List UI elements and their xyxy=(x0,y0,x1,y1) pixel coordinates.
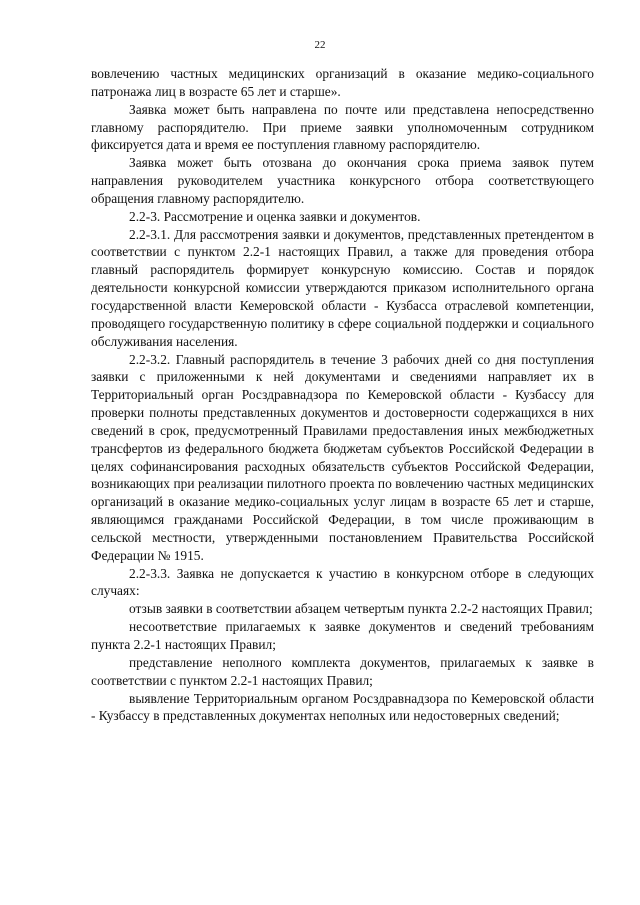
paragraph-submission-method: Заявка может быть направлена по почте или представлена непосредственно главному распорядителю. При приеме заявки уполномоченным сотрудником фиксируется дата и время ее поступления главному распорядителю. xyxy=(91,101,594,153)
paragraph-2-2-3-3: 2.2-3.3. Заявка не допускается к участию в конкурсном отборе в следующих случаях: xyxy=(91,565,594,599)
list-item-nonconformity: несоответствие прилагаемых к заявке документов и сведений требованиям пункта 2.2-1 настоящих Правил; xyxy=(91,619,594,652)
paragraph-2-2-3-1: 2.2-3.1. Для рассмотрения заявки и документов, представленных претендентом в соответствии с пунктом 2.2-1 настоящих Правил, а также для проведения отбора главный распорядитель формирует конкурсную комиссию. Состав и порядок деятельности конкурсной комиссии утверждаются приказом исполнительного органа государственной власти Кемеровской области - Кузбасса отраслевой компетенции, проводящего государственную политику в сфере социальной поддержки и социального обслуживания населения. xyxy=(91,226,594,349)
page-number: 22 xyxy=(314,39,326,51)
list-item-inaccurate-info: выявление Территориальным органом Росздравнадзора по Кемеровской области - Кузбассу в представленных документах неполных или недостоверных сведений; xyxy=(91,690,594,724)
list-item-withdrawal: отзыв заявки в соответствии абзацем четвертым пункта 2.2-2 настоящих Правил; xyxy=(129,601,593,617)
paragraph-withdrawal: Заявка может быть отозвана до окончания срока приема заявок путем направления руководителем участника конкурсного отбора соответствующего обращения главному распорядителю. xyxy=(91,155,594,206)
list-item-incomplete-set: представление неполного комплекта документов, прилагаемых к заявке в соответствии с пунктом 2.2-1 настоящих Правил; xyxy=(91,654,594,688)
section-heading-2-2-3: 2.2-3. Рассмотрение и оценка заявки и документов. xyxy=(129,208,421,224)
document-body xyxy=(91,65,594,725)
paragraph-continuation: вовлечению частных медицинских организаций в оказание медико-социального патронажа лиц в возрасте 65 лет и старше». xyxy=(91,66,594,99)
paragraph-2-2-3-2: 2.2-3.2. Главный распорядитель в течение 3 рабочих дней со дня поступления заявки с приложенными к ней документами и сведениями направляет их в Территориальный орган Росздравнадзора по Кемеровской области - Кузбассу для проверки полноты представленных документов и достоверности содержащихся в них сведений в срок, предусмотренный Правилами предоставления иных межбюджетных трансфертов из федерального бюджета бюджетам субъектов Российской Федерации в целях софинансирования расходных обязательств субъектов Российской Федерации, возникающих при реализации пилотного проекта по вовлечению частных медицинских организаций в оказание медико-социальных услуг лицам в возрасте 65 лет и старше, являющимся гражданами Российской Федерации, в том числе проживающим в сельской местности, утвержденными постановлением Правительства Российской Федерации № 1915. xyxy=(91,351,594,563)
